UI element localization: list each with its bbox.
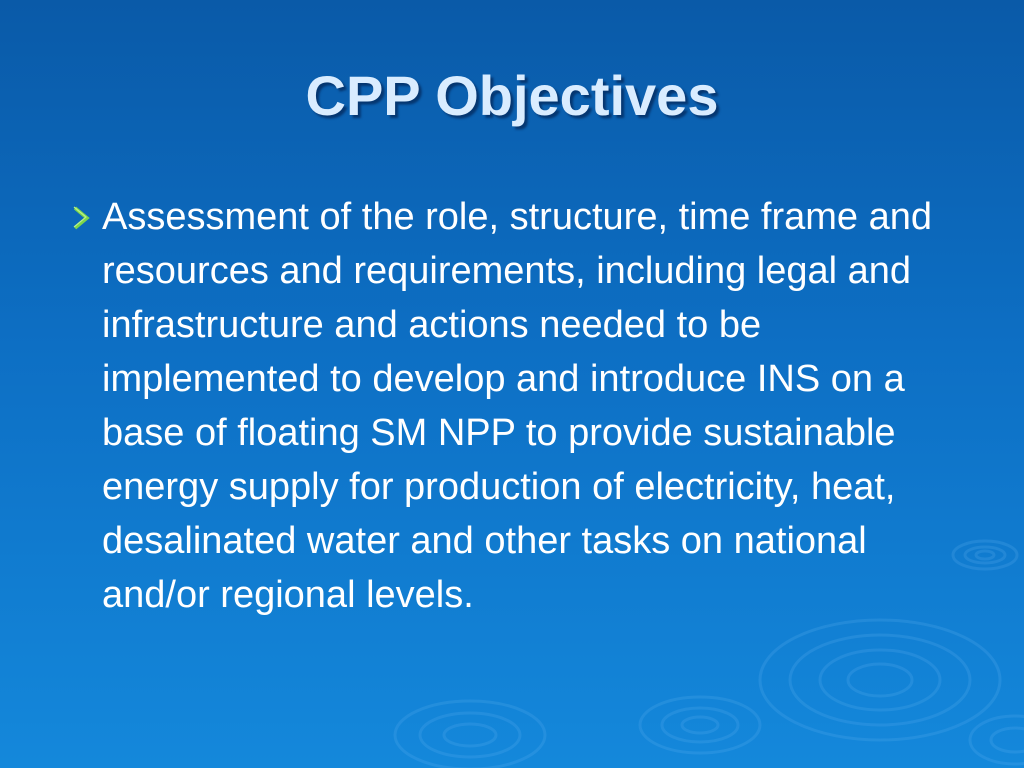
bullet-item: [64, 190, 964, 622]
bullet-list: [64, 190, 964, 622]
slide-title: CPP Objectives: [305, 64, 719, 127]
bullet-text: Assessment of the role, structure, time frame and resources and requirements, including legal and infrastructure and actions needed to be implemented to develop and introduce INS on a base of floating SM NPP to provide sustainable energy supply for production of electricity, heat, desalinated water and other tasks on national and/or regional levels.: [102, 196, 933, 616]
arrow-right-bullet-icon: [68, 205, 94, 231]
